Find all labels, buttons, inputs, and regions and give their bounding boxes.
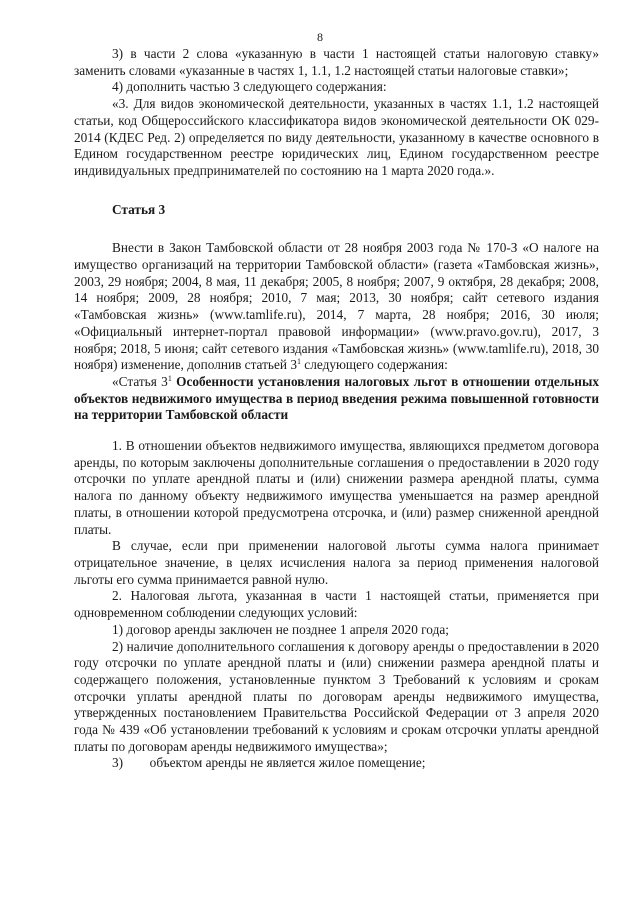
paragraph-item-4: 4) дополнить частью 3 следующего содержания: [112,79,387,95]
paragraph-amendment-intro [74,240,599,374]
article-3-1-title-text: Особенности установления налоговых льгот в отношении отдельных объектов недвижимого имущества в период введения режима повышенной готовности на территории Тамбовской области [74,373,599,423]
paragraph-condition-2: 2) наличие дополнительного соглашения к договору аренды о предоставлении в 2020 году отсрочки по уплате арендной платы и (или) снижении размера арендной платы и содержащего положения, установленные пунктом 3 Требований к условиям и срокам отсрочки уплаты арендной платы по договорам аренды недвижимого имущества, утвержденных постановлением Правительства Российской Федерации от 3 апреля 2020 года № 439 «Об установлении требований к условиям и срокам отсрочки уплаты арендной платы по договорам аренды недвижимого имущества»; [74,638,599,754]
paragraph-condition-1: 1) договор аренды заключен не позднее 1 апреля 2020 года; [112,621,449,637]
superscript: 1 [296,357,301,367]
spacer [74,218,599,240]
spacer [74,424,599,438]
superscript: 1 [167,373,172,383]
article-3-1-title [74,374,599,424]
spacer [74,180,599,202]
paragraph-condition-3: 3) объектом аренды не является жилое помещение; [112,755,426,771]
amendment-tail: следующего содержания: [300,357,448,373]
article-3-1-prefix: «Статья 3 [112,373,168,389]
article-heading: Статья 3 [112,201,166,217]
paragraph-item-3: 3) в части 2 слова «указанную в части 1 настоящей статьи налоговую ставку» заменить словами «указанные в частях 1, 1.1, 1.2 настоящей статьи налоговые ставки»; [74,46,599,78]
page-number: 8 [317,30,323,44]
paragraph-negative-sum: В случае, если при применении налоговой льготы сумма налога принимает отрицательное значение, в целях исчисления налога за период применения налоговой льготы его сумма принимается равной нулю. [74,538,599,587]
paragraph-part-3-quote: «3. Для видов экономической деятельности, указанных в частях 1.1, 1.2 настоящей статьи, код Общероссийского классификатора видов экономической деятельности ОК 029-2014 (КДЕС Ред. 2) определяется по виду деятельности, указанному в качестве основного в Едином государственном реестре юридических лиц, Едином государственном реестре индивидуальных предпринимателей по состоянию на 1 марта 2020 года.». [74,96,599,178]
paragraph-part-2: 2. Налоговая льгота, указанная в части 1 настоящей статьи, применяется при одновременном соблюдении следующих условий: [74,588,599,621]
amendment-text: Внести в Закон Тамбовской области от 28 ноября 2003 года № 170-З «О налоге на имущество организаций на территории Тамбовской области» (газета «Тамбовская жизнь», 2003, 29 ноября; 2004, 8 мая, 11 декабря; 2005, 8 ноября; 2007, 9 октября, 28 декабря; 2008, 14 ноября; 2009, 28 ноября; 2010, 7 мая; 2013, 30 ноября; сайт сетевого издания «Тамбовская жизнь» (www.tamlife.ru), 2014, 7 марта, 28 ноября; 2016, 30 июля; «Официальный интернет-портал правовой информации» (www.pravo.gov.ru), 2017, 3 ноября; 2018, 5 июня; сайт сетевого издания «Тамбовская жизнь» (www.tamlife.ru), 2018, 30 ноября) изменение, дополнив статьей 3 [74,240,599,373]
document-body [74,46,599,772]
paragraph-part-1: 1. В отношении объектов недвижимого имущества, являющихся предметом договора аренды, по которым заключены дополнительные соглашения о предоставлении в 2020 году отсрочки по уплате арендной платы и (или) снижении размера арендной платы, сумма налога по данному объекту недвижимого имущества уменьшается на размер арендной платы, в отношении которой предусмотрена отсрочка, и (или) размер сниженной арендной платы. [74,438,599,537]
